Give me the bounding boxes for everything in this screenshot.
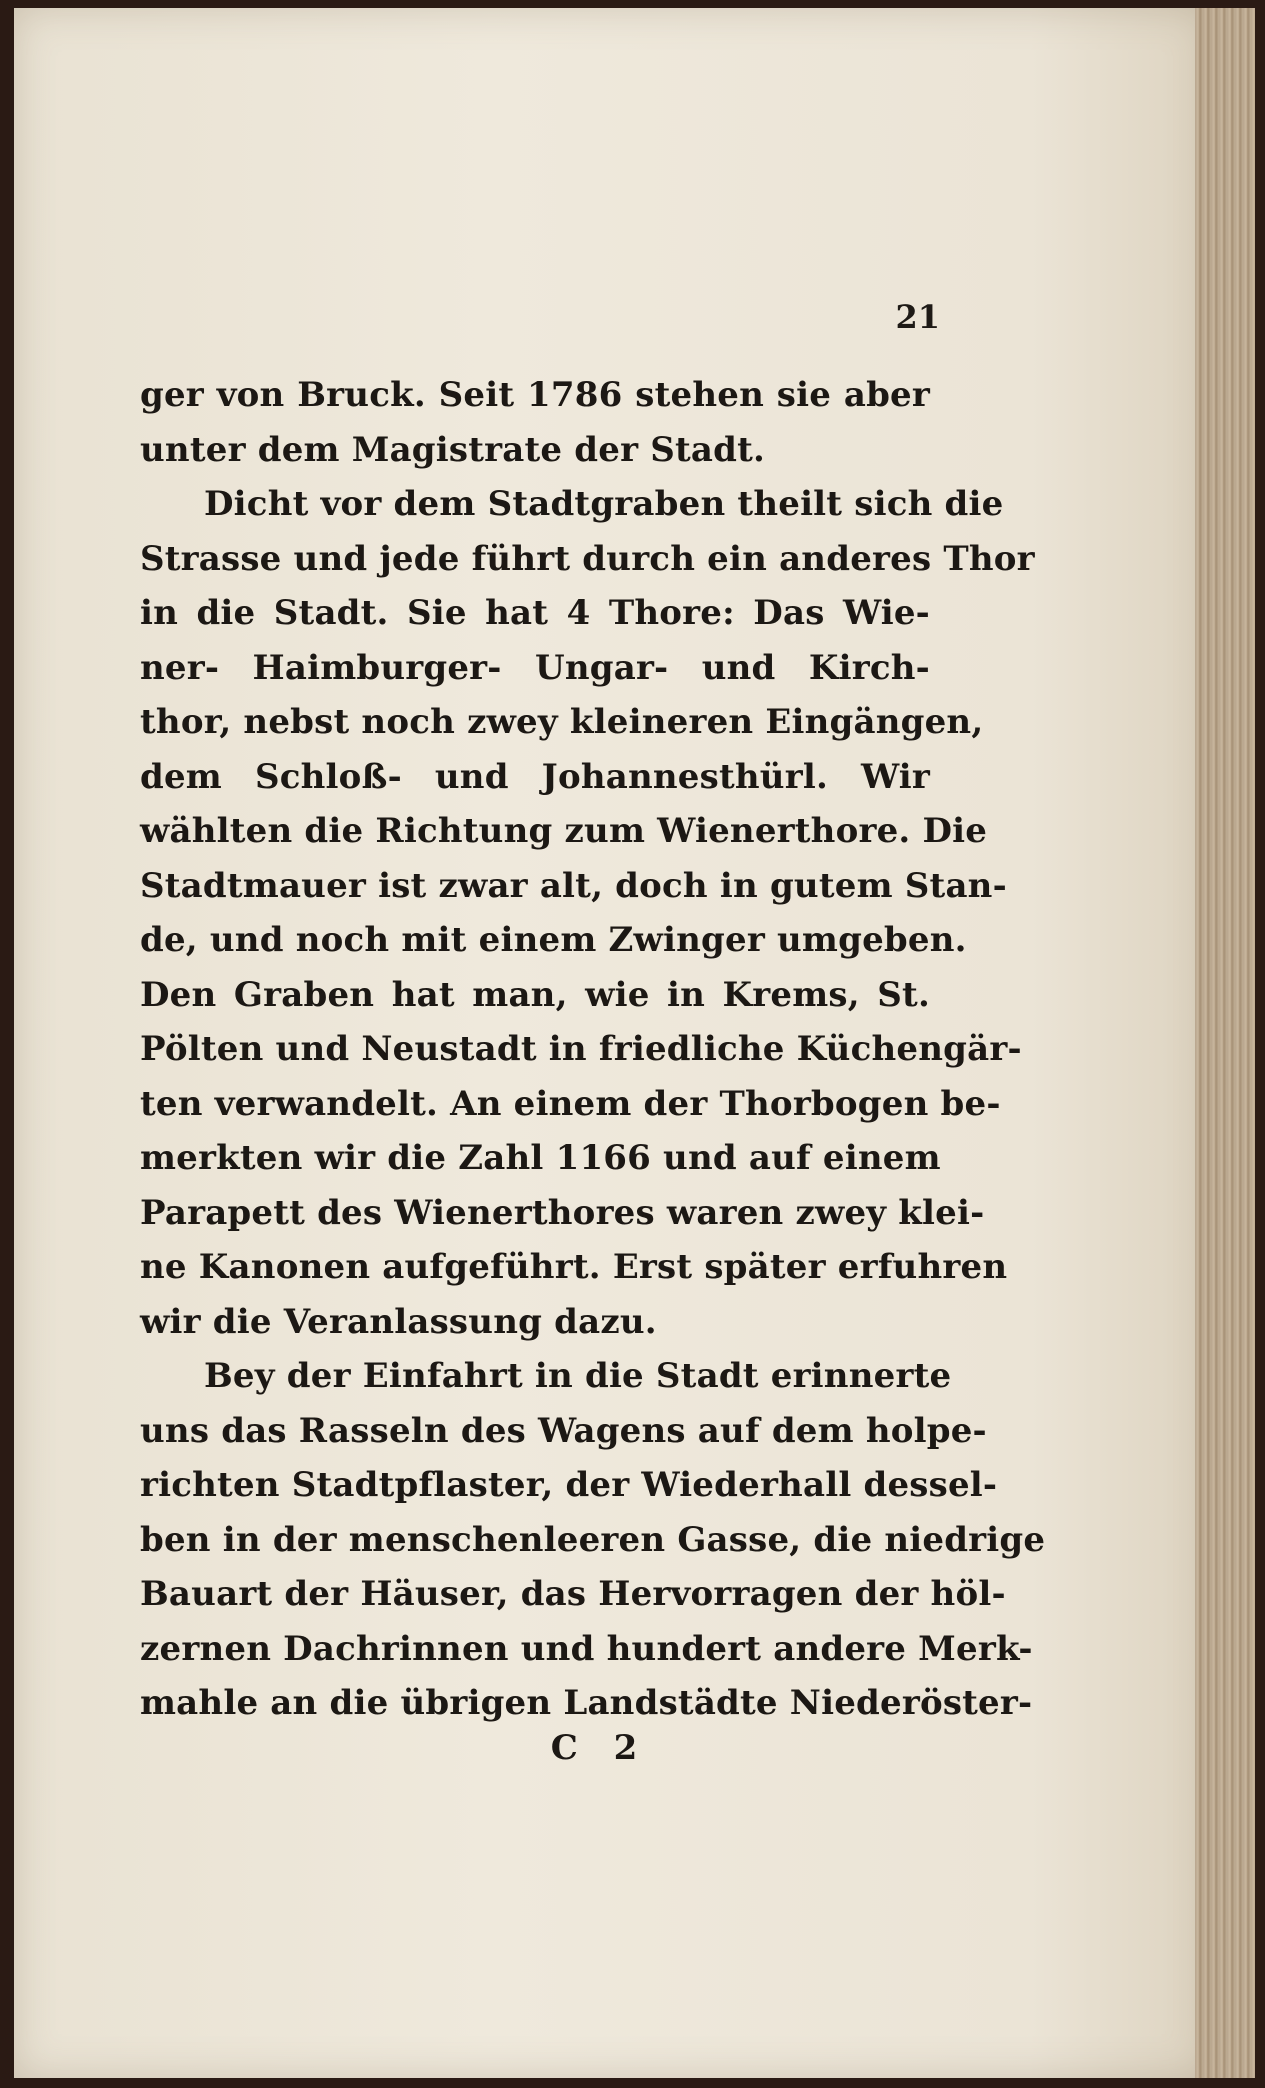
body-text [140, 368, 1046, 1731]
text-line: zernen Dachrinnen und hundert andere Merk- [140, 1628, 1033, 1669]
text-line: Bey der Einfahrt in die Stadt erinnerte [204, 1356, 952, 1396]
text-line: Dicht vor dem Stadtgraben theilt sich die [204, 484, 1004, 524]
text-line: Pölten und Neustadt in friedliche Küchengär- [140, 1029, 1022, 1069]
text-line: ten verwandelt. An einem der Thorbogen be- [140, 1083, 1001, 1124]
text-line: in die Stadt. Sie hat 4 Thore: Das Wie- [140, 593, 930, 633]
text-line: mahle an die übrigen Landstädte Niederöster- [140, 1683, 1033, 1723]
text-line: uns das Rasseln des Wagens auf dem holpe- [140, 1410, 987, 1451]
text-line: dem Schloß- und Johannesthürl. Wir [140, 756, 930, 797]
text-line: merkten wir die Zahl 1166 und auf einem [140, 1138, 941, 1178]
text-line: Parapett des Wienerthores waren zwey klei- [140, 1192, 985, 1233]
text-line: thor, nebst noch zwey kleineren Eingängen, [140, 702, 984, 742]
text-line: ben in der menschenleeren Gasse, die niedrige [140, 1519, 1046, 1560]
text-line: ger von Bruck. Seit 1786 stehen sie aber [140, 375, 930, 415]
text-line: Den Graben hat man, wie in Krems, St. [140, 974, 930, 1015]
text-line: ner- Haimburger- Ungar- und Kirch- [140, 647, 930, 688]
signature-mark: C 2 [550, 1728, 650, 1768]
text-line: wir die Veranlassung dazu. [140, 1301, 657, 1342]
page-number: 21 [895, 298, 940, 336]
text-line: Strasse und jede führt durch ein anderes Thor [140, 538, 1035, 579]
text-line: de, und noch mit einem Zwinger umgeben. [140, 920, 967, 960]
text-line: unter dem Magistrate der Stadt. [140, 429, 766, 470]
text-line: Stadtmauer ist zwar alt, doch in gutem Stan- [140, 865, 1007, 906]
text-line: richten Stadtpflaster, der Wiederhall dessel- [140, 1465, 998, 1505]
text-line: wählten die Richtung zum Wienerthore. Die [140, 811, 988, 851]
text-line: Bauart der Häuser, das Hervorragen der höl- [140, 1574, 1006, 1614]
page-edges [1195, 8, 1255, 2078]
text-line: ne Kanonen aufgeführt. Erst später erfuhren [140, 1247, 1008, 1287]
